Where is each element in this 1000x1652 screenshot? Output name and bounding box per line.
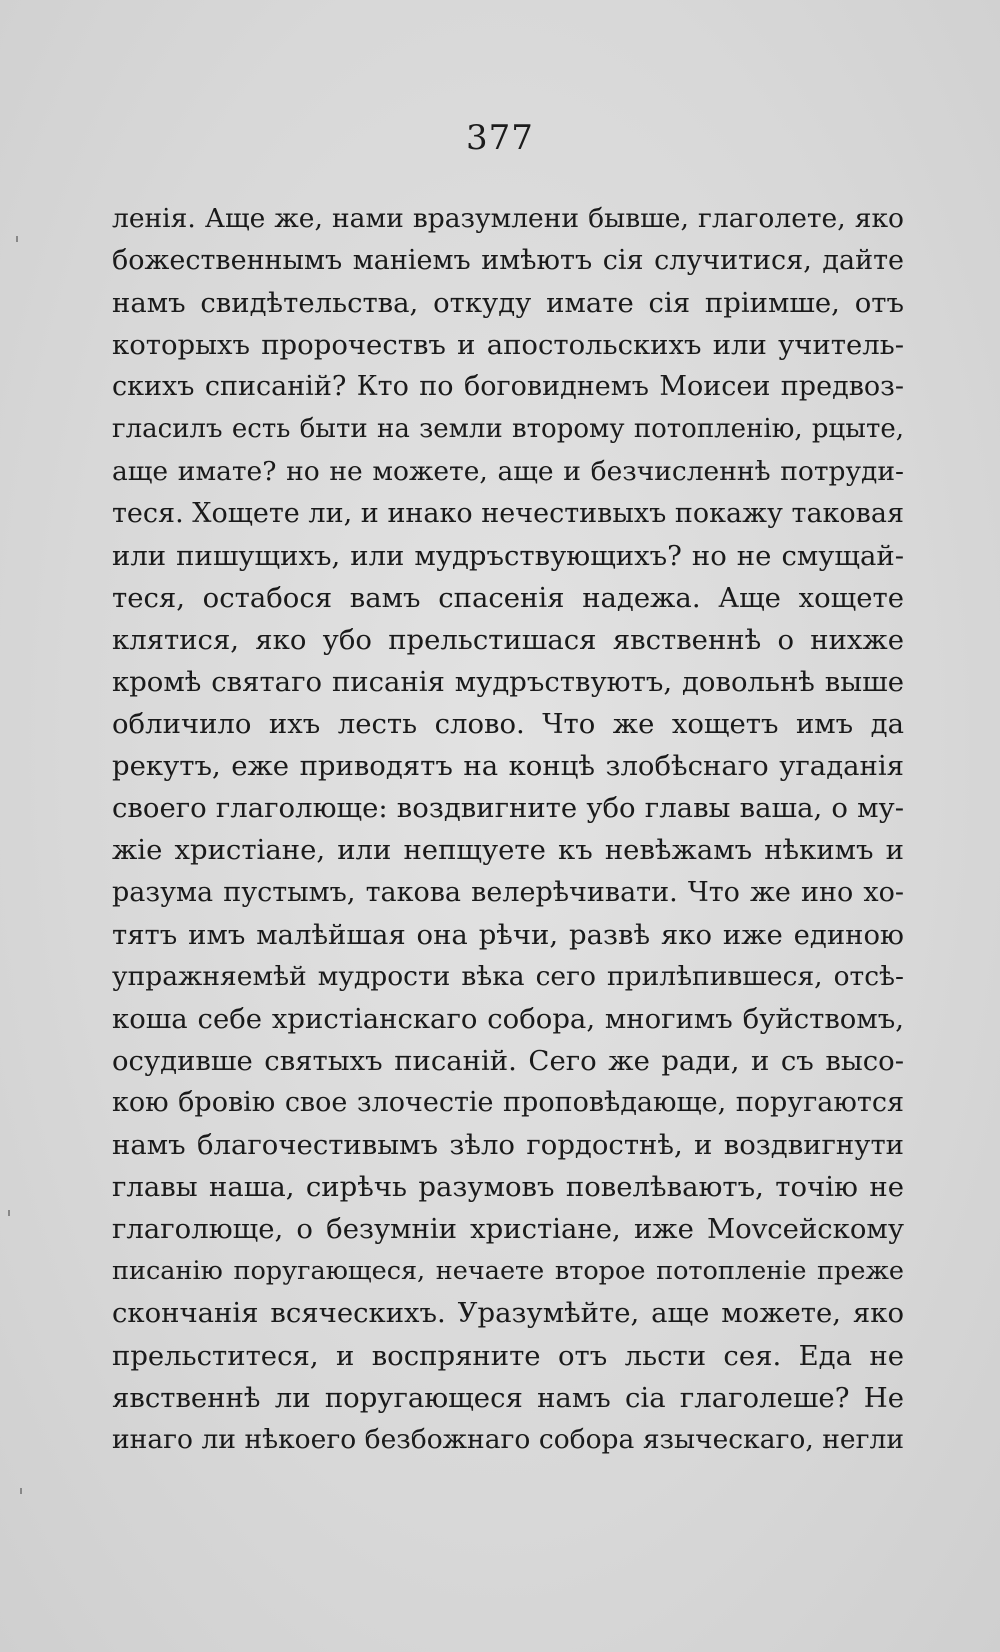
text-line: или пишущихъ, или мудръствующихъ? но не смущай- [112,539,904,572]
text-line: ленія. Аще же, нами вразумлени бывше, глаголете, яко [112,203,904,234]
text-line: аще имате? но не можете, аще и безчисленнѣ потруди- [112,455,904,487]
text-line: своего глаголюще: воздвигните убо главы ваша, о му- [112,792,904,825]
text-line: осудивше святыхъ писаній. Сего же ради, и съ высо- [112,1044,904,1077]
text-line: клятися, яко убо прельстишася явственнѣ о нихже [112,623,904,656]
text-line: обличило ихъ лесть слово. Что же хощетъ имъ да [112,708,904,741]
text-line: упражняемѣй мудрости вѣка сего прилѣпившеся, отсѣ- [112,960,904,992]
body-text [112,198,904,1461]
text-line: писанію поругающеся, нечаете второе потопленіе преже [112,1256,904,1287]
text-line: глаголюще, о безумніи христіане, иже Моvсейскому [112,1213,904,1246]
text-line: которыхъ пророчествъ и апостольскихъ или учитель- [112,329,904,362]
text-line: намъ свидѣтельства, откуду имате сія пріимше, отъ [112,287,904,320]
speck [20,1488,22,1494]
text-line: жіе христіане, или непщуете къ невѣжамъ нѣкимъ и [112,834,904,867]
text-line: коша себе христіанскаго собора, многимъ буйствомъ, [112,1002,904,1035]
text-line: явственнѣ ли поругающеся намъ сіа глаголеше? Не [112,1381,904,1414]
text-line: скончанія всяческихъ. Уразумѣйте, аще можете, яко [112,1297,904,1330]
text-line: намъ благочестивымъ зѣло гордостнѣ, и воздвигнути [112,1129,904,1162]
text-line: гласилъ есть быти на земли второму потопленію, рцыте, [112,414,904,445]
text-line: главы наша, сирѣчь разумовъ повелѣваютъ, точію не [112,1171,904,1204]
text-line: божественнымъ маніемъ имѣютъ сія случитися, дайте [112,245,904,277]
speck [16,236,18,242]
text-line: теся. Хощете ли, и инако нечестивыхъ покажу таковая [112,497,904,529]
text-line: прельститеся, и воспряните отъ льсти сея. Еда не [112,1339,904,1372]
text-line: кромѣ святаго писанія мудръствуютъ, довольнѣ выше [112,666,904,699]
text-line: кою бровію свое злочестіе проповѣдающе, поругаются [112,1086,904,1118]
text-line: тятъ имъ малѣйшая она рѣчи, развѣ яко иже единою [112,918,904,951]
text-line: разума пустымъ, такова велерѣчивати. Что же ино хо- [112,876,904,908]
text-line: теся, остабося вамъ спасенія надежа. Аще хощете [112,581,904,614]
text-line: скихъ списаній? Кто по боговиднемъ Моисеи предвоз- [112,371,904,403]
text-line: рекутъ, еже приводятъ на концѣ злобѣснаго угаданія [112,750,904,783]
text-line: инаго ли нѣкоего безбожнаго собора языческаго, негли [112,1423,904,1455]
page-number: 377 [466,118,534,158]
speck [8,1210,10,1216]
